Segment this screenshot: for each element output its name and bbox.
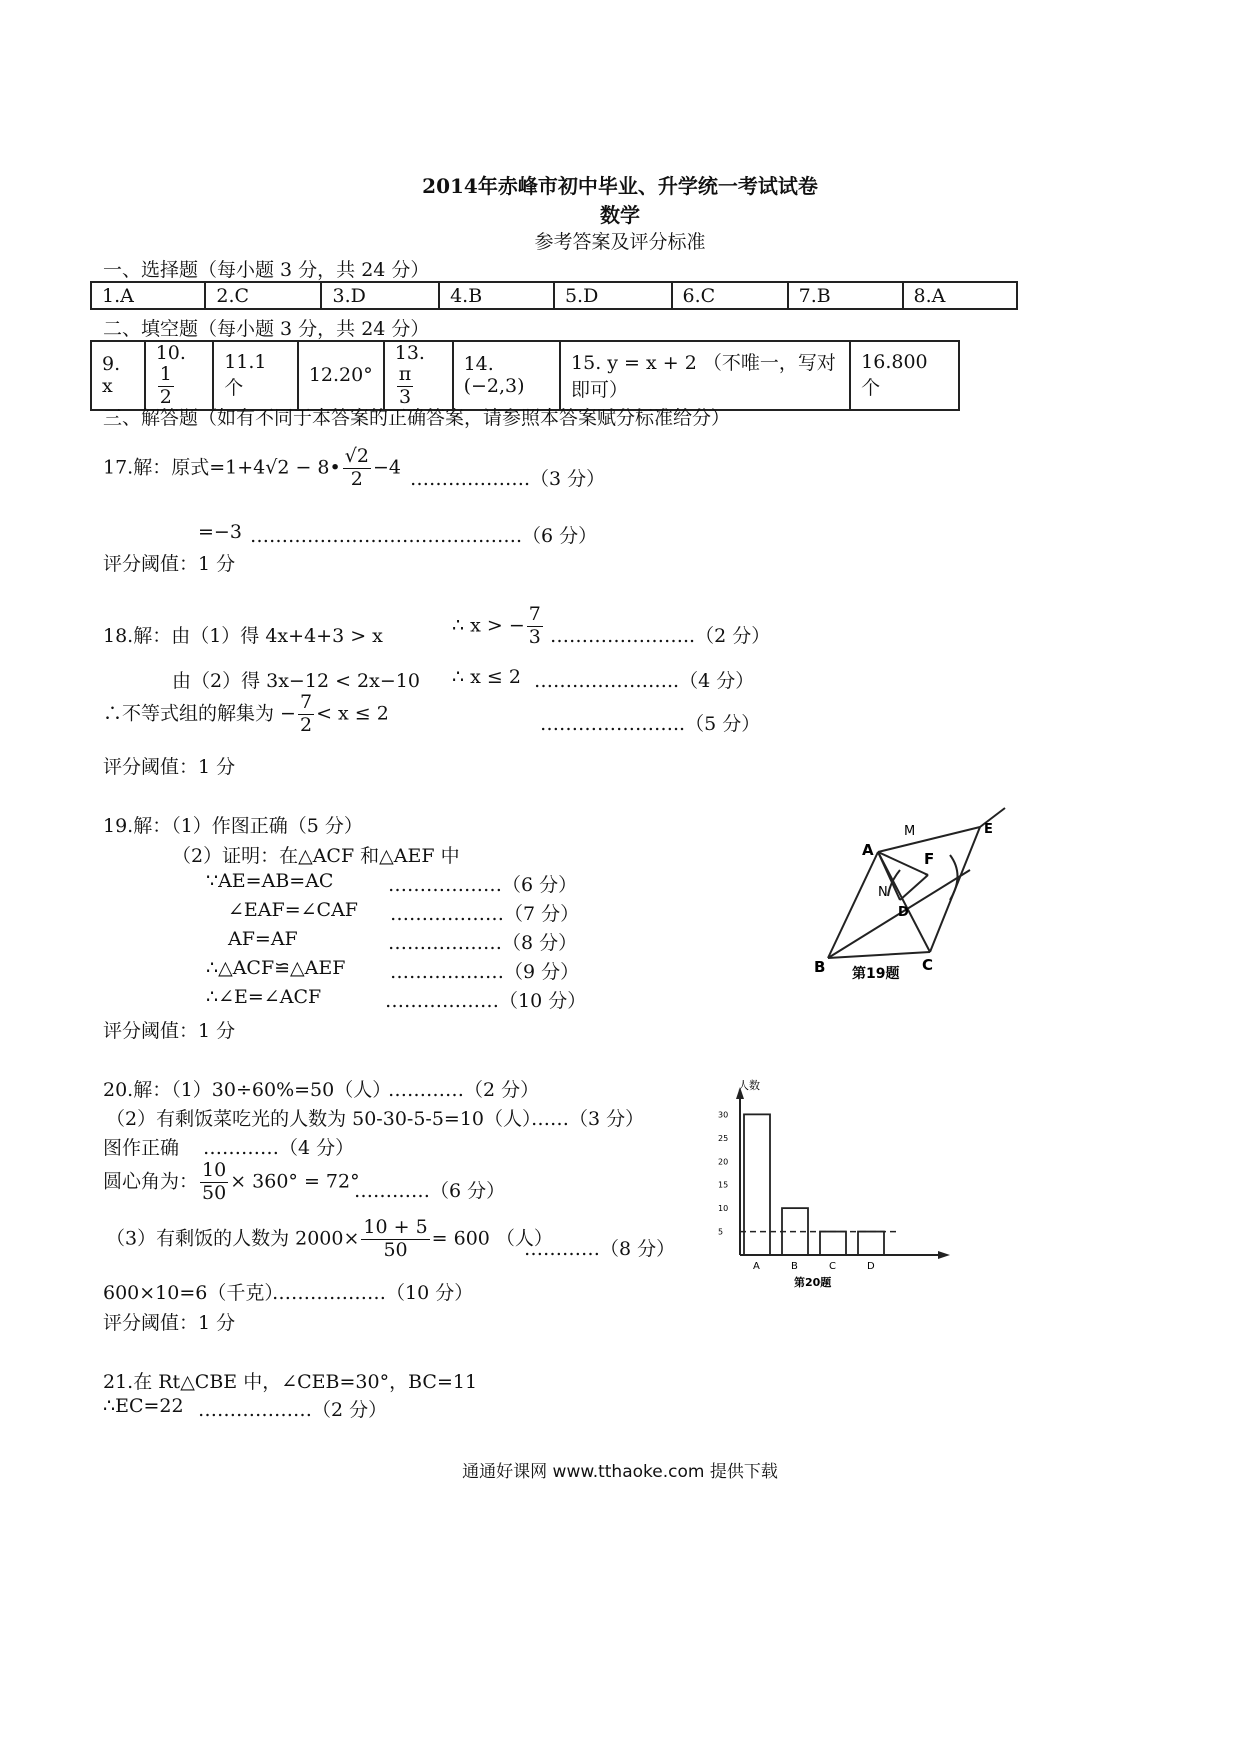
q19-proof-step: ∵AE=AB=AC [206,870,334,892]
q20-line4 [103,1160,360,1205]
point-label-f: F [924,850,935,868]
choice-answer-cell: 5.D [554,282,672,309]
fill-answer-cell: 12.20° [298,341,384,410]
q20-leftover-result: = 600 （人） [431,1227,553,1250]
fill-answer-cell: 11.1 个 [213,341,298,410]
y-tick-label: 25 [718,1133,729,1143]
q17-expression: 17.解：原式=1+4√2 − 8• [103,456,341,479]
q17-threshold: 评分阈值：1 分 [103,553,236,575]
q20-line3: 图作正确 [103,1137,180,1159]
q19-proof-step: AF=AF [228,928,298,950]
choice-answer-cell: 6.C [672,282,788,309]
document-subtitle: 参考答案及评分标准 [534,231,706,253]
q20-angle-result: × 360° = 72° [230,1170,360,1193]
q18-line3 [103,692,389,737]
choice-answer-table [90,281,1018,310]
point-label-m: M [904,824,916,839]
numerator: 7 [528,603,541,625]
point-label-n: N [878,885,888,900]
chart-caption: 第20题 [794,1276,832,1289]
fill-answer-cell: 14.(−2,3) [453,341,560,410]
q20-bar-chart [700,1075,960,1295]
denominator: 2 [299,713,313,736]
q19-proof-score: ………………（8 分） [388,932,578,954]
q20-line2: （2）有剩饭菜吃光的人数为 50-30-5-5=10（人） [106,1108,542,1130]
segment-fd [900,875,928,900]
choice-answer-cell: 8.A [903,282,1017,309]
q20-line1: 20.解：（1）30÷60%=50（人） [103,1079,392,1101]
numerator: π [398,363,412,385]
q18-score3: …………………..（5 分） [540,713,761,735]
denominator: 2 [159,385,172,408]
section2-heading: 二、填空题（每小题 3 分，共 24 分） [103,318,430,340]
q20-score4: …………（6 分） [354,1180,506,1202]
fraction [527,604,543,649]
segment-bc [828,952,930,958]
choice-answer-cell: 4.B [439,282,554,309]
x-tick-label: D [867,1261,875,1272]
denominator: 2 [350,467,363,490]
fraction [397,364,414,409]
q19-proof-score: ………………（10 分） [385,990,587,1012]
q20-score5: …………（8 分） [524,1238,676,1260]
y-tick-label: 15 [718,1180,729,1190]
q19-proof-step: ∠EAF=∠CAF [228,899,358,921]
denominator: 50 [202,1181,227,1204]
q19-threshold: 评分阈值：1 分 [103,1020,236,1042]
numerator: 10 + 5 [363,1216,428,1238]
y-tick-label: 5 [718,1227,724,1237]
q18-line2-result: ∴ x ≤ 2 [452,666,521,688]
segment-af [878,852,928,875]
fraction [298,692,314,737]
numerator: 1 [159,363,172,385]
choice-answer-cell: 2.C [205,282,321,309]
numerator: 7 [299,691,313,713]
segment-ae [878,827,980,852]
fill-answer-cell [145,341,214,410]
bar [858,1232,884,1255]
q18-line1: 18.解：由（1）得 4x+4+3 > x [103,625,383,647]
q20-score2: ……（3 分） [531,1108,645,1130]
q17-line2: =−3 [198,521,242,543]
y-axis-label: 人数 [738,1079,760,1092]
document-title: 2014年赤峰市初中毕业、升学统一考试试卷 [422,174,818,198]
q17-score2: …………………………………….（6 分） [250,525,598,547]
fraction [200,1160,228,1205]
section1-heading: 一、选择题（每小题 3 分，共 24 分） [103,259,430,281]
fill-answer-cell: 16.800 个 [850,341,959,410]
choice-answer-cell: 7.B [788,282,903,309]
q20-score6: ………………（10 分） [272,1282,474,1304]
q19-proof-score: ………………（7 分） [390,903,580,925]
fraction [158,364,174,409]
y-tick-label: 20 [718,1157,729,1167]
fill-answer-cell: 15. y = x + 2 （不唯一，写对即可） [560,341,850,410]
numerator: 10 [202,1159,227,1181]
q18-inequality: ∴ x > − [452,614,525,637]
y-tick-label: 10 [718,1204,729,1214]
q19-line1: 19.解：（1）作图正确（5 分） [103,815,363,837]
denominator: 3 [398,385,412,408]
q18-solution: ∴不等式组的解集为 − [103,702,296,725]
q19-proof-step: ∴∠E=∠ACF [206,986,322,1008]
point-label-b: B [814,958,826,976]
fill-answer-cell [384,341,453,410]
q18-solution-tail: < x ≤ 2 [316,702,389,725]
fill-answer-prefix: 10. [155,342,186,364]
point-label-e: E [984,822,993,837]
bar [820,1232,846,1255]
point-label-a: A [862,841,874,859]
y-tick-label: 30 [718,1110,729,1120]
section3-heading: 三、解答题（如有不同于本答案的正确答案，请参照本答案赋分标准给分） [103,407,731,429]
x-tick-label: C [829,1261,836,1272]
q17-expression-tail: −4 [372,456,401,479]
q19-proof-step: ∴△ACF≌△AEF [206,957,346,979]
fill-answer-cell: 9. x [91,341,145,410]
choice-answer-cell: 1.A [91,282,205,309]
figure-caption: 第19题 [852,966,900,982]
q18-threshold: 评分阈值：1 分 [103,756,236,778]
denominator: 50 [383,1238,408,1261]
fill-answer-prefix: 13. [394,342,425,364]
bar [744,1114,770,1255]
fraction [361,1217,429,1262]
q20-score3: …………（4 分） [203,1137,355,1159]
x-tick-label: A [753,1261,760,1272]
point-label-d: D [898,905,909,920]
point-label-c: C [922,956,934,974]
q20-score1: …………（2 分） [388,1079,540,1101]
q19-line2: （2）证明：在△ACF 和△AEF 中 [172,845,460,867]
q18-line2: 由（2）得 3x−12 < 2x−10 [172,670,420,692]
document-subject: 数学 [600,203,640,227]
q20-angle-label: 圆心角为： [103,1170,199,1193]
fraction [343,446,371,491]
numerator: √2 [344,445,369,467]
q20-line5 [106,1217,553,1262]
x-tick-label: B [791,1261,798,1272]
q19-proof-score: ………………（6 分） [388,874,578,896]
download-footer: 通通好课网 www.tthaoke.com 提供下载 [462,1462,778,1482]
q17-line1 [103,446,401,491]
fill-answer-table [90,340,960,411]
q20-threshold: 评分阈值：1 分 [103,1312,236,1334]
q19-proof-score: ………………（9 分） [390,961,580,983]
q21-line2: ∴EC=22 [103,1395,184,1417]
q18-score1: …………………..（2 分） [550,625,771,647]
denominator: 3 [528,625,541,648]
choice-answer-cell: 3.D [321,282,439,309]
q20-leftover-label: （3）有剩饭的人数为 2000× [106,1227,360,1250]
q21-score2: ………………（2 分） [198,1399,388,1421]
q21-line1: 21.在 Rt△CBE 中，∠CEB=30°，BC=11 [103,1371,478,1393]
x-axis-arrow [938,1251,950,1259]
q20-line6: 600×10=6（千克） [103,1282,284,1304]
q19-geometry-figure [800,800,1020,990]
q17-score1: ……………….（3 分） [410,468,606,490]
q18-score2: …………………..（4 分） [534,670,755,692]
q18-line1-result [452,604,545,649]
